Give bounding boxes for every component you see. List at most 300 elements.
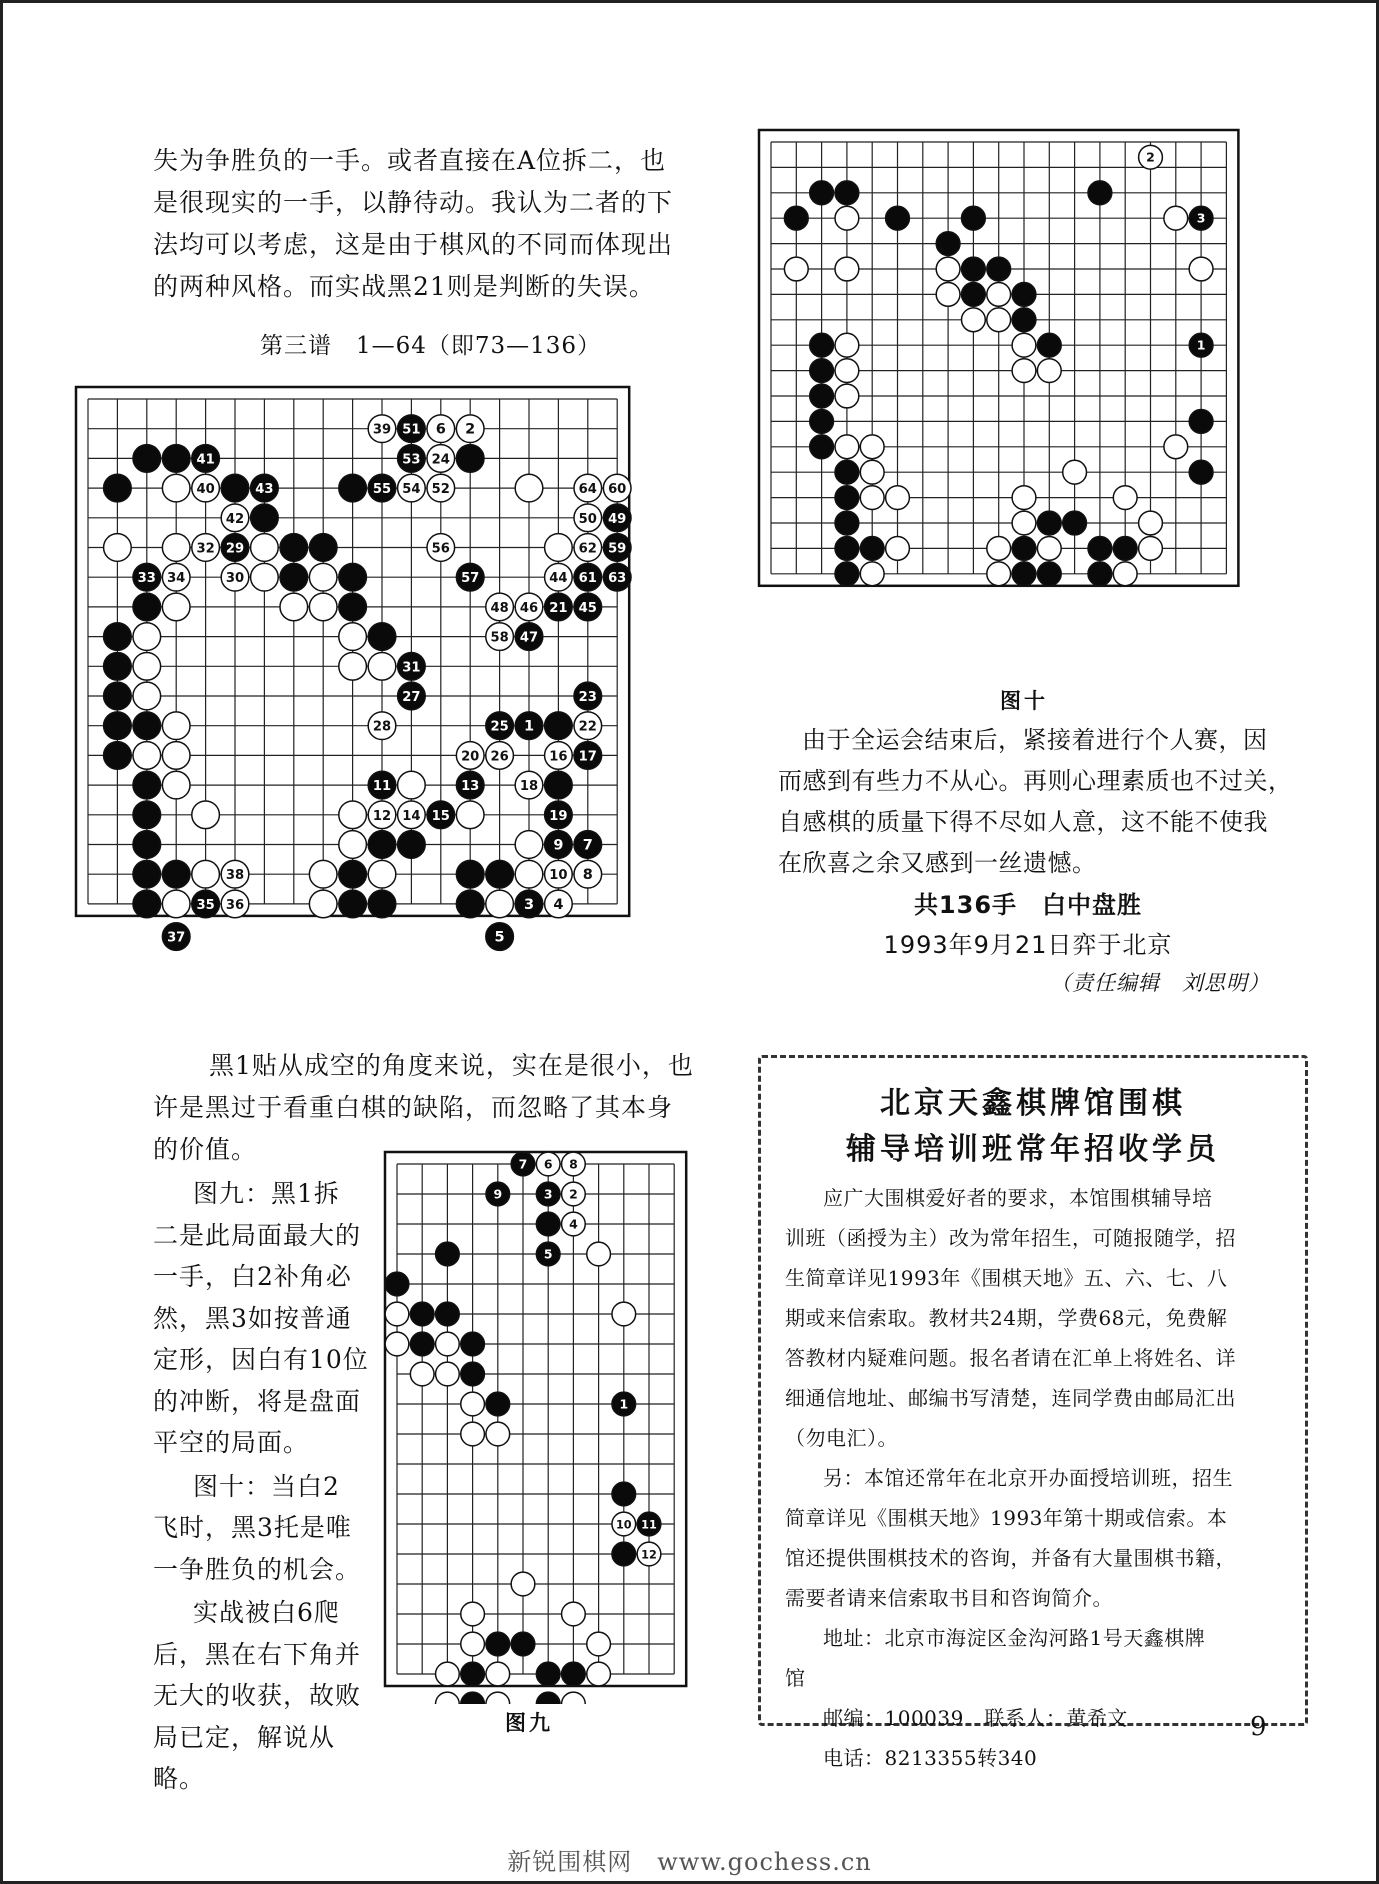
black-stone: [339, 563, 367, 591]
white-stone: [515, 860, 543, 888]
move-number: 4: [569, 1216, 578, 1232]
black-stone: [221, 474, 249, 502]
white-stone: [398, 771, 426, 799]
black-stone: [574, 682, 602, 710]
white-stone: [1037, 537, 1061, 561]
move-number: 55: [372, 482, 392, 498]
white-stone: [545, 742, 573, 770]
white-stone: [1189, 257, 1213, 281]
move-number: 16: [549, 749, 568, 765]
white-stone: [162, 712, 190, 740]
text-line: 的冲断，将是盘面: [153, 1386, 362, 1416]
white-stone: [221, 890, 249, 918]
move-number: 29: [225, 541, 245, 557]
black-stone: [1037, 511, 1061, 535]
white-stone: [987, 562, 1011, 586]
move-number: 49: [608, 511, 627, 527]
black-stone: [612, 1392, 636, 1416]
black-stone: [962, 283, 986, 307]
move-number: 48: [490, 600, 509, 616]
black-stone: [221, 534, 249, 562]
white-stone: [456, 742, 484, 770]
black-stone: [133, 712, 161, 740]
white-stone: [545, 563, 573, 591]
white-stone: [1113, 486, 1137, 510]
white-stone: [368, 415, 396, 443]
white-stone: [515, 474, 543, 502]
text-line: 飞时，黑3托是唯: [153, 1513, 352, 1542]
black-stone: [192, 445, 220, 473]
move-number: 39: [372, 422, 392, 438]
white-stone: [1012, 359, 1036, 383]
black-stone: [251, 474, 279, 502]
black-stone: [456, 771, 484, 799]
black-stone: [104, 623, 132, 651]
move-number: 61: [578, 571, 597, 587]
main-board: [74, 385, 726, 1049]
text-line: 的两种风格。而实战黑21则是判断的失误。: [153, 272, 655, 301]
black-stone: [511, 1632, 535, 1656]
white-stone: [251, 563, 279, 591]
black-stone: [456, 563, 484, 591]
black-stone: [1012, 308, 1036, 332]
white-stone: [562, 1212, 586, 1236]
move-number: 3: [523, 896, 535, 913]
white-stone: [339, 623, 367, 651]
move-number: 23: [578, 689, 597, 705]
black-stone: [545, 801, 573, 829]
white-stone: [886, 537, 910, 561]
white-stone: [486, 1422, 510, 1446]
move-number: 40: [196, 482, 215, 498]
ad-body: [785, 1178, 1285, 1778]
white-stone: [587, 1632, 611, 1656]
move-number: 51: [402, 422, 421, 438]
black-stone: [962, 206, 986, 230]
black-stone: [810, 359, 834, 383]
white-stone: [427, 474, 455, 502]
black-stone: [486, 860, 514, 888]
move-number: 36: [225, 897, 245, 913]
white-stone: [133, 742, 161, 770]
move-number: 46: [519, 600, 539, 616]
move-number: 45: [578, 600, 597, 616]
white-stone: [436, 1362, 460, 1386]
fig10-caption: 图十: [1000, 689, 1048, 713]
black-stone: [536, 1242, 560, 1266]
text-line: 法均可以考虑，这是由于棋风的不同而体现出: [153, 230, 674, 259]
black-stone: [536, 1182, 560, 1206]
white-stone: [511, 1572, 535, 1596]
move-number: 54: [402, 482, 421, 498]
white-stone: [962, 308, 986, 332]
move-number: 32: [196, 541, 215, 557]
move-number: 2: [569, 1186, 578, 1202]
black-stone: [562, 1662, 586, 1686]
text-line: 无大的收获，故败: [153, 1681, 362, 1710]
move-number: 26: [490, 749, 509, 765]
black-stone: [835, 181, 859, 205]
black-stone: [784, 206, 808, 230]
text-line: 是很现实的一手，以静待动。我认为二者的下: [153, 188, 674, 217]
white-stone: [860, 562, 884, 586]
black-stone: [436, 1242, 460, 1266]
move-number: 62: [578, 541, 597, 557]
white-stone: [860, 486, 884, 510]
white-stone: [221, 504, 249, 532]
black-stone: [339, 860, 367, 888]
black-stone: [835, 562, 859, 586]
text-line: 一手，白2补角必: [153, 1262, 352, 1291]
black-stone: [987, 257, 1011, 281]
text-line: 而感到有些力不从心。再则心理素质也不过关，: [778, 767, 1293, 795]
move-number: 30: [225, 571, 245, 587]
ad-line: 简章详见《围棋天地》1993年第十期或信索。本: [785, 1506, 1228, 1530]
white-stone: [309, 890, 337, 918]
white-stone: [835, 435, 859, 459]
white-stone: [987, 308, 1011, 332]
white-stone: [1063, 460, 1087, 484]
black-stone: [162, 860, 190, 888]
ad-line: 馆还提供围棋技术的咨询，并备有大量围棋书籍，: [785, 1546, 1236, 1570]
move-number: 1: [619, 1396, 629, 1412]
white-stone: [251, 534, 279, 562]
black-stone: [835, 460, 859, 484]
move-number: 58: [490, 630, 509, 646]
move-number: 8: [582, 867, 593, 884]
intro-paragraph: [153, 140, 713, 308]
white-stone: [1139, 537, 1163, 561]
white-stone: [545, 534, 573, 562]
black-stone: [398, 682, 426, 710]
black-stone: [486, 1182, 510, 1206]
black-stone: [133, 771, 161, 799]
black-stone: [536, 1662, 560, 1686]
white-stone: [784, 257, 808, 281]
white-stone: [486, 742, 514, 770]
white-stone: [461, 1422, 485, 1446]
black-stone: [104, 474, 132, 502]
advertisement-box: [758, 1055, 1308, 1770]
move-number: 6: [435, 421, 446, 438]
ad-line: 需要者请来信索取书目和咨询简介。: [785, 1586, 1113, 1610]
game-result: 共136手 白中盘胜: [913, 891, 1143, 919]
black-stone: [398, 831, 426, 859]
black-stone: [886, 206, 910, 230]
text-line: 二是此局面最大的: [153, 1220, 362, 1250]
black-stone: [456, 860, 484, 888]
move-number: 10: [549, 868, 568, 884]
ad-line: 电话：8213355转340: [823, 1746, 1038, 1770]
black-stone: [456, 890, 484, 918]
move-number: 64: [578, 482, 597, 498]
black-stone: [280, 563, 308, 591]
white-stone: [309, 593, 337, 621]
white-stone: [612, 1302, 636, 1326]
text-line: 图九：黑1拆: [193, 1179, 340, 1208]
black-stone: [280, 534, 308, 562]
black-stone: [104, 712, 132, 740]
black-stone: [810, 410, 834, 434]
ad-line: 馆: [785, 1666, 806, 1690]
white-stone: [536, 1152, 560, 1176]
black-stone: [1012, 562, 1036, 586]
text-line: 然，黑3如按普通: [153, 1303, 352, 1333]
black-stone: [1037, 333, 1061, 357]
move-number: 5: [543, 1246, 553, 1262]
move-number: 3: [543, 1186, 553, 1202]
white-stone: [192, 801, 220, 829]
black-stone: [810, 181, 834, 205]
text-line: 的价值。: [153, 1135, 258, 1164]
move-number: 17: [578, 749, 597, 765]
move-number: 20: [461, 749, 480, 765]
white-stone: [587, 1242, 611, 1266]
ad-title-1: 北京天鑫棋牌馆围棋: [880, 1086, 1186, 1121]
white-stone: [309, 563, 337, 591]
move-number: 4: [553, 896, 564, 913]
move-number: 12: [372, 808, 392, 824]
move-number: 53: [402, 452, 421, 468]
white-stone: [461, 1632, 485, 1656]
white-stone: [1012, 486, 1036, 510]
black-stone: [603, 563, 631, 591]
white-stone: [574, 504, 602, 532]
fig10-board: [757, 128, 1301, 677]
move-number: 2: [465, 421, 476, 438]
black-stone: [339, 593, 367, 621]
black-stone: [936, 232, 960, 256]
move-number: 52: [431, 482, 450, 498]
black-stone: [486, 1632, 510, 1656]
white-stone: [860, 460, 884, 484]
white-stone: [427, 445, 455, 473]
move-number: 11: [641, 1518, 657, 1532]
black-stone: [1063, 511, 1087, 535]
white-stone: [162, 474, 190, 502]
white-stone: [1164, 206, 1188, 230]
section-title: 第三谱 1—64（即73—136）: [260, 333, 602, 359]
black-stone: [461, 1662, 485, 1686]
white-stone: [987, 283, 1011, 307]
white-stone: [1012, 333, 1036, 357]
white-stone: [368, 860, 396, 888]
black-stone: [398, 415, 426, 443]
black-stone: [133, 801, 161, 829]
white-stone: [486, 1662, 510, 1686]
ad-line: 细通信地址、邮编书写清楚，连同学费由邮局汇出: [785, 1386, 1236, 1410]
move-number: 11: [372, 779, 392, 795]
black-stone: [368, 623, 396, 651]
white-stone: [162, 534, 190, 562]
black-stone: [1012, 537, 1036, 561]
move-number: 12: [641, 1548, 657, 1562]
black-stone: [410, 1332, 434, 1356]
black-stone: [461, 1332, 485, 1356]
white-stone: [587, 1662, 611, 1686]
white-stone: [835, 257, 859, 281]
white-stone: [280, 593, 308, 621]
black-stone: [962, 257, 986, 281]
fig9-commentary: [153, 1173, 373, 1800]
white-stone: [637, 1542, 661, 1566]
white-stone: [486, 1692, 510, 1704]
white-stone: [1139, 145, 1163, 169]
black-stone: [1113, 537, 1137, 561]
black-stone: [192, 890, 220, 918]
move-number: 8: [569, 1156, 578, 1172]
white-stone: [1164, 435, 1188, 459]
black-stone: [515, 890, 543, 918]
ad-line: 答教材内疑难问题。报名者请在汇单上将姓名、详: [785, 1346, 1236, 1370]
black-stone: [410, 1302, 434, 1326]
ad-line: （勿电汇）。: [785, 1426, 898, 1450]
black-stone: [545, 593, 573, 621]
text-line: 实战被白6爬: [193, 1598, 340, 1627]
move-number: 7: [518, 1156, 528, 1172]
white-stone: [486, 890, 514, 918]
black-stone: [545, 771, 573, 799]
black-stone: [612, 1542, 636, 1566]
black-stone: [574, 563, 602, 591]
move-number: 41: [196, 452, 215, 468]
white-stone: [192, 474, 220, 502]
text-line: 后，黑在右下角并: [153, 1639, 362, 1669]
move-number: 1: [523, 718, 535, 735]
black-stone: [545, 712, 573, 740]
black-stone: [574, 831, 602, 859]
white-stone: [162, 771, 190, 799]
text-line: 图十：当白2: [193, 1471, 340, 1501]
black-stone: [536, 1212, 560, 1236]
black-stone: [368, 771, 396, 799]
white-stone: [574, 534, 602, 562]
ad-line: 生简章详见1993年《围棋天地》五、六、七、八: [785, 1266, 1228, 1290]
black-stone: [162, 445, 190, 473]
white-stone: [162, 742, 190, 770]
white-stone: [133, 652, 161, 680]
site-footer: 新锐围棋网 www.gochess.cn: [507, 1848, 872, 1876]
black-stone: [1189, 460, 1213, 484]
white-stone: [1139, 511, 1163, 535]
fig9-board: [383, 1150, 735, 1708]
white-stone: [339, 652, 367, 680]
black-stone: [398, 652, 426, 680]
move-number: 10: [615, 1518, 632, 1532]
black-stone: [603, 504, 631, 532]
ad-title-2: 辅导培训班常年招收学员: [846, 1132, 1220, 1167]
black-stone: [162, 923, 190, 951]
white-stone: [1012, 511, 1036, 535]
black-stone: [436, 1302, 460, 1326]
move-number: 6: [543, 1156, 553, 1172]
black-stone: [545, 831, 573, 859]
black-stone: [515, 712, 543, 740]
move-number: 34: [167, 571, 186, 587]
white-stone: [133, 623, 161, 651]
black-stone: [368, 474, 396, 502]
black-stone: [810, 435, 834, 459]
black-stone: [603, 534, 631, 562]
white-stone: [221, 860, 249, 888]
white-stone: [339, 801, 367, 829]
white-stone: [835, 384, 859, 408]
move-number: 13: [461, 779, 480, 795]
move-number: 35: [196, 897, 215, 913]
move-number: 38: [225, 868, 245, 884]
black-stone: [309, 534, 337, 562]
white-stone: [545, 890, 573, 918]
move-number: 1: [1196, 337, 1206, 353]
black-stone: [461, 1362, 485, 1386]
black-stone: [133, 563, 161, 591]
white-stone: [562, 1152, 586, 1176]
move-number: 31: [402, 660, 421, 676]
black-stone: [104, 652, 132, 680]
black-stone: [368, 831, 396, 859]
text-line: 定形，因白有10位: [153, 1345, 369, 1374]
move-number: 24: [431, 452, 450, 468]
white-stone: [515, 831, 543, 859]
move-number: 27: [402, 689, 421, 705]
white-stone: [612, 1512, 636, 1536]
black-stone: [810, 333, 834, 357]
white-stone: [515, 771, 543, 799]
move-number: 63: [608, 571, 627, 587]
white-stone: [398, 801, 426, 829]
text-line: 失为争胜负的一手。或者直接在A位拆二，也: [153, 146, 667, 175]
white-stone: [860, 435, 884, 459]
black-stone: [1012, 283, 1036, 307]
white-stone: [368, 652, 396, 680]
text-line: 局已定，解说从略。: [153, 1722, 336, 1793]
text-line: 在欣喜之余又感到一丝遗憾。: [778, 849, 1097, 877]
move-number: 59: [608, 541, 627, 557]
white-stone: [339, 831, 367, 859]
black-stone: [511, 1152, 535, 1176]
move-number: 57: [461, 571, 480, 587]
white-stone: [385, 1332, 409, 1356]
white-stone: [835, 206, 859, 230]
black-stone: [1088, 562, 1112, 586]
move-number: 7: [582, 837, 593, 854]
black-stone: [1189, 206, 1213, 230]
black-stone: [637, 1512, 661, 1536]
move-number: 2: [1146, 149, 1155, 165]
black-stone: [574, 742, 602, 770]
move-number: 47: [519, 630, 539, 646]
ad-line: 邮编：100039 联系人：黄希文: [823, 1706, 1128, 1730]
game-date: 1993年9月21日弈于北京: [883, 931, 1173, 959]
white-stone: [104, 534, 132, 562]
move-number: 42: [225, 511, 245, 527]
editor-credit: （责任编辑 刘思明）: [1050, 971, 1270, 995]
white-stone: [1113, 562, 1137, 586]
black-stone: [133, 831, 161, 859]
move-number: 33: [137, 571, 156, 587]
page-number: 9: [1250, 1712, 1267, 1742]
white-stone: [987, 537, 1011, 561]
white-stone: [162, 563, 190, 591]
white-stone: [515, 593, 543, 621]
white-stone: [221, 563, 249, 591]
black-stone: [368, 890, 396, 918]
white-stone: [562, 1182, 586, 1206]
move-number: 56: [431, 541, 450, 557]
black-stone: [456, 445, 484, 473]
white-stone: [398, 474, 426, 502]
text-line: 自感棋的质量下得不尽如人意，这不能不使我: [778, 808, 1268, 836]
